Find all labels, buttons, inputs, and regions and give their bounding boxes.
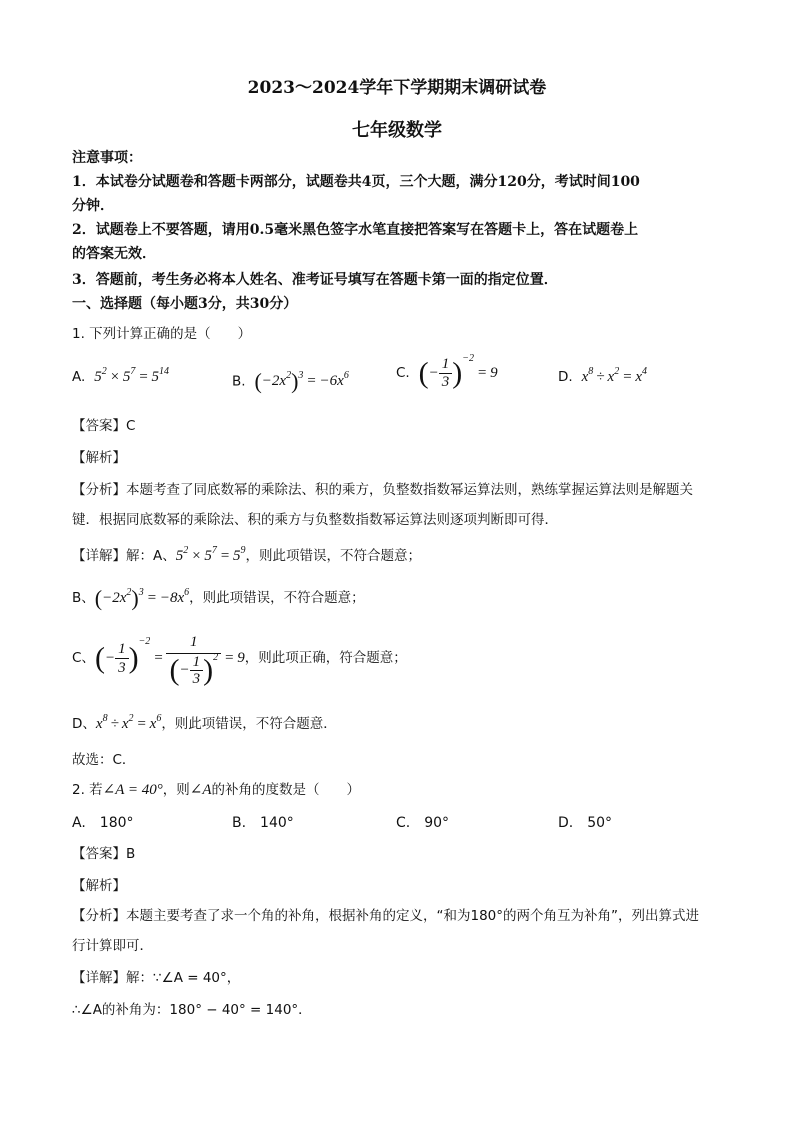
q2-answer: 【答案】B	[72, 846, 136, 862]
q1-detail-c: C、(− $\frac{1}{3}$ )$^{-2}$ = 1 (− $\frac{1}{3}$ )$^2$ = 9，则此项正确，符合题意；	[72, 630, 407, 687]
q1-detail-d: D、$x^8 \div x^2 = x^6$，则此项错误，不符合题意．	[72, 713, 337, 732]
note-item-2-cont: 的答案无效．	[72, 246, 156, 262]
option-label: A.	[72, 369, 86, 385]
q2-option-c: C. 90°	[396, 815, 450, 831]
q1-option-b-math: $(-2x^2)^3 = -6x^6$	[254, 369, 349, 394]
q1-detail-d-math: $x^8 \div x^2 = x^6$	[95, 713, 162, 732]
q1-detail-a-math: $5^2 \times 5^7 = 5^9$	[175, 545, 246, 564]
q1-detail-a: 【详解】解：A、$5^2 \times 5^7 = 5^9$，则此项错误，不符合题意；	[72, 545, 422, 564]
note-item-3: 3．答题前，考生务必将本人姓名、准考证号填写在答题卡第一面的指定位置．	[72, 272, 558, 288]
q2-option-a: A. 180°	[72, 815, 134, 831]
note-item-2: 2．试题卷上不要答题，请用0.5毫米黑色签字水笔直接把答案写在答题卡上，答在试题卷上	[72, 222, 639, 238]
note-item-1-cont: 分钟．	[72, 198, 114, 214]
q1-analysis-tag: 【解析】	[72, 450, 126, 466]
q2-analysis-line-2: 行计算即可．	[72, 938, 153, 954]
q1-conclusion: 故选：C．	[72, 752, 136, 768]
q1-detail-b-math: $(-2x^2)^3 = -8x^6$	[94, 585, 190, 611]
exam-subtitle: 七年级数学	[352, 120, 442, 141]
question-1-stem: 1. 下列计算正确的是（ ）	[72, 326, 252, 342]
q1-analysis-line-2: 键．根据同底数幂的乘除法、积的乘方与负整数指数幂运算法则逐项判断即可得．	[72, 512, 558, 528]
q1-option-d-math: $x^8 \div x^2 = x^4$	[581, 366, 647, 385]
q2-detail-line-2: ∴∠A的补角为：180° − 40° = 140°．	[72, 1002, 312, 1018]
q1-option-a	[72, 366, 169, 386]
option-label: C.	[396, 364, 410, 381]
question-2-stem: 2. 若∠A = 40°，则∠A的补角的度数是（ ）	[72, 782, 360, 798]
q1-option-c	[396, 352, 498, 391]
q1-option-c-math: (− $\frac{1}{3}$ )$^{-2}$ = 9	[418, 352, 498, 390]
exam-title: 2023～2024学年下学期期末调研试卷	[247, 78, 547, 98]
q1-detail-c-math: (− $\frac{1}{3}$ )$^{-2}$ = 1 (− $\frac{1}{3}$ )$^2$ = 9	[95, 650, 245, 666]
q2-analysis-tag: 【解析】	[72, 878, 126, 894]
q1-option-b	[232, 369, 349, 395]
q2-stem-math-1: ∠A = 40°	[102, 782, 163, 798]
q2-detail-line-1: 【详解】解：∵∠A = 40°，	[72, 970, 241, 986]
q1-detail-b: B、$(-2x^2)^3 = -8x^6$，则此项错误，不符合题意；	[72, 585, 365, 611]
section-heading: 一、选择题（每小题3分，共30分）	[72, 296, 298, 312]
option-label: B.	[232, 373, 246, 390]
q1-option-d	[558, 366, 647, 386]
option-label: D.	[558, 369, 573, 385]
q1-option-a-math: $5^2 \times 5^7 = 5^{14}$	[94, 366, 169, 385]
q2-option-d: D. 50°	[558, 815, 613, 831]
notes-heading: 注意事项：	[72, 150, 142, 166]
q1-analysis-line-1: 【分析】本题考查了同底数幂的乘除法、积的乘方，负整数指数幂运算法则，熟练掌握运算法则是解题关	[72, 482, 693, 498]
q2-stem-math-2: ∠A	[189, 782, 212, 798]
note-item-1: 1．本试卷分试题卷和答题卡两部分，试题卷共4页，三个大题，满分120分，考试时间100	[72, 174, 640, 190]
q2-analysis-line-1: 【分析】本题主要考查了求一个角的补角，根据补角的定义，“和为180°的两个角互为补角”，列出算式进	[72, 908, 700, 924]
q1-answer: 【答案】C	[72, 418, 136, 434]
q2-option-b: B. 140°	[232, 815, 294, 831]
